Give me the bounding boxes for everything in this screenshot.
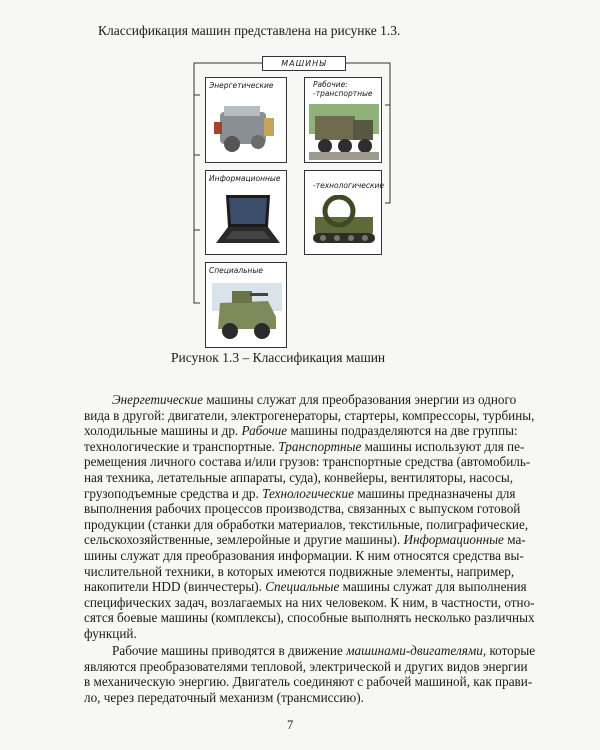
p1-line xyxy=(84,423,524,439)
text: холодильные машины и др. xyxy=(84,423,242,439)
page-number: 7 xyxy=(287,718,294,732)
label-special: Специальные xyxy=(209,266,263,275)
term-tech: Технологические xyxy=(262,485,355,501)
text: грузоподъемные средства и др. xyxy=(84,485,263,501)
intro-sentence: Классификация машин представлена на рисунке 1.3. xyxy=(98,23,401,38)
cell-special-machines xyxy=(205,262,287,348)
tracked-machine-image xyxy=(309,195,379,251)
term-transport: Транспортные xyxy=(278,438,362,454)
text: накопители HDD (винчестеры). xyxy=(84,579,266,595)
p2-line: в механическую энергию. Двигатель соединяют с рабочей машиной, как прави- xyxy=(84,674,533,690)
text: машины служат для преобразования энергии из одного xyxy=(203,392,517,407)
p1-line: ремещения личного состава и/или грузов: транспортные средства (автомобиль- xyxy=(84,454,531,470)
text: машины используют для пе- xyxy=(361,438,525,454)
label-tech: -технологические xyxy=(313,181,385,190)
text: Рабочие машины приводятся в движение xyxy=(112,643,347,658)
p1-line: выполнения рабочих процессов производства, связанных с выпуском готовой xyxy=(84,501,521,517)
label-working: Рабочие: xyxy=(313,80,348,89)
text: машины служат для выполнения xyxy=(339,579,527,595)
term-energy: Энергетические xyxy=(112,392,204,407)
label-transport: -транспортные xyxy=(313,89,373,98)
p1-line: числительной техники, в которых имеются подвижные элементы, например, xyxy=(84,563,515,579)
cell-info-machines xyxy=(205,170,287,255)
p1-line: специфических задач, возлагаемых на них человеком. К ним, в частности, отно- xyxy=(84,594,535,610)
p2-line xyxy=(84,643,536,659)
cell-transport-machines xyxy=(304,77,382,163)
text: технологические и транспортные. xyxy=(84,438,279,454)
p1-line: ная техника, летательные аппараты, суда), конвейеры, вентиляторы, насосы, xyxy=(84,469,513,485)
p1-line xyxy=(84,392,524,408)
p1-line xyxy=(84,439,524,455)
label-energy: Энергетические xyxy=(209,81,274,90)
p1-line: функций. xyxy=(84,625,137,641)
p1-line xyxy=(84,579,527,595)
engine-image xyxy=(212,98,282,158)
p2-line: ло, через передаточный механизм (трансмиссию). xyxy=(84,689,364,705)
paragraph-2 xyxy=(84,643,536,705)
label-working-transport xyxy=(313,80,373,98)
term-special: Специальные xyxy=(265,579,340,595)
p1-line: вида в другой: двигатели, электрогенераторы, стартеры, компрессоры, турбины, xyxy=(84,407,535,423)
machine-classification-diagram xyxy=(190,55,395,315)
paragraph-1 xyxy=(84,392,535,642)
p1-line: сятся боевые машины (комплексы), способные выполнять несколько различных xyxy=(84,610,535,626)
cell-tech-machines xyxy=(304,170,385,255)
text: ма- xyxy=(503,532,526,548)
text: , которые xyxy=(482,643,536,658)
armored-vehicle-image xyxy=(212,283,282,343)
text: сельскохозяйственные, землеройные и другие машины). xyxy=(84,532,404,548)
text: машины подразделяются на две группы: xyxy=(287,423,518,439)
p2-line: являются преобразователями тепловой, электрической и других видов энергии xyxy=(84,658,528,674)
term-info: Информационные xyxy=(403,532,504,548)
figure-caption: Рисунок 1.3 – Классификация машин xyxy=(171,350,386,365)
text: машины предназначены для xyxy=(354,485,516,501)
p1-line xyxy=(84,532,524,548)
p1-line: шины служат для преобразования информации. К ним относятся средства вы- xyxy=(84,547,524,563)
diagram-header-machines: МАШИНЫ xyxy=(262,56,346,71)
term-prime-movers: машинами-двигателями xyxy=(346,643,483,658)
cell-energy-machines xyxy=(205,77,287,163)
label-info: Информационные xyxy=(209,174,281,183)
p1-line: продукции (станки для обработки материалов, текстильные, полиграфические, xyxy=(84,516,529,532)
laptop-image xyxy=(212,191,282,249)
truck-image xyxy=(309,104,379,160)
term-working: Рабочие xyxy=(241,423,288,439)
p1-line xyxy=(84,486,524,502)
